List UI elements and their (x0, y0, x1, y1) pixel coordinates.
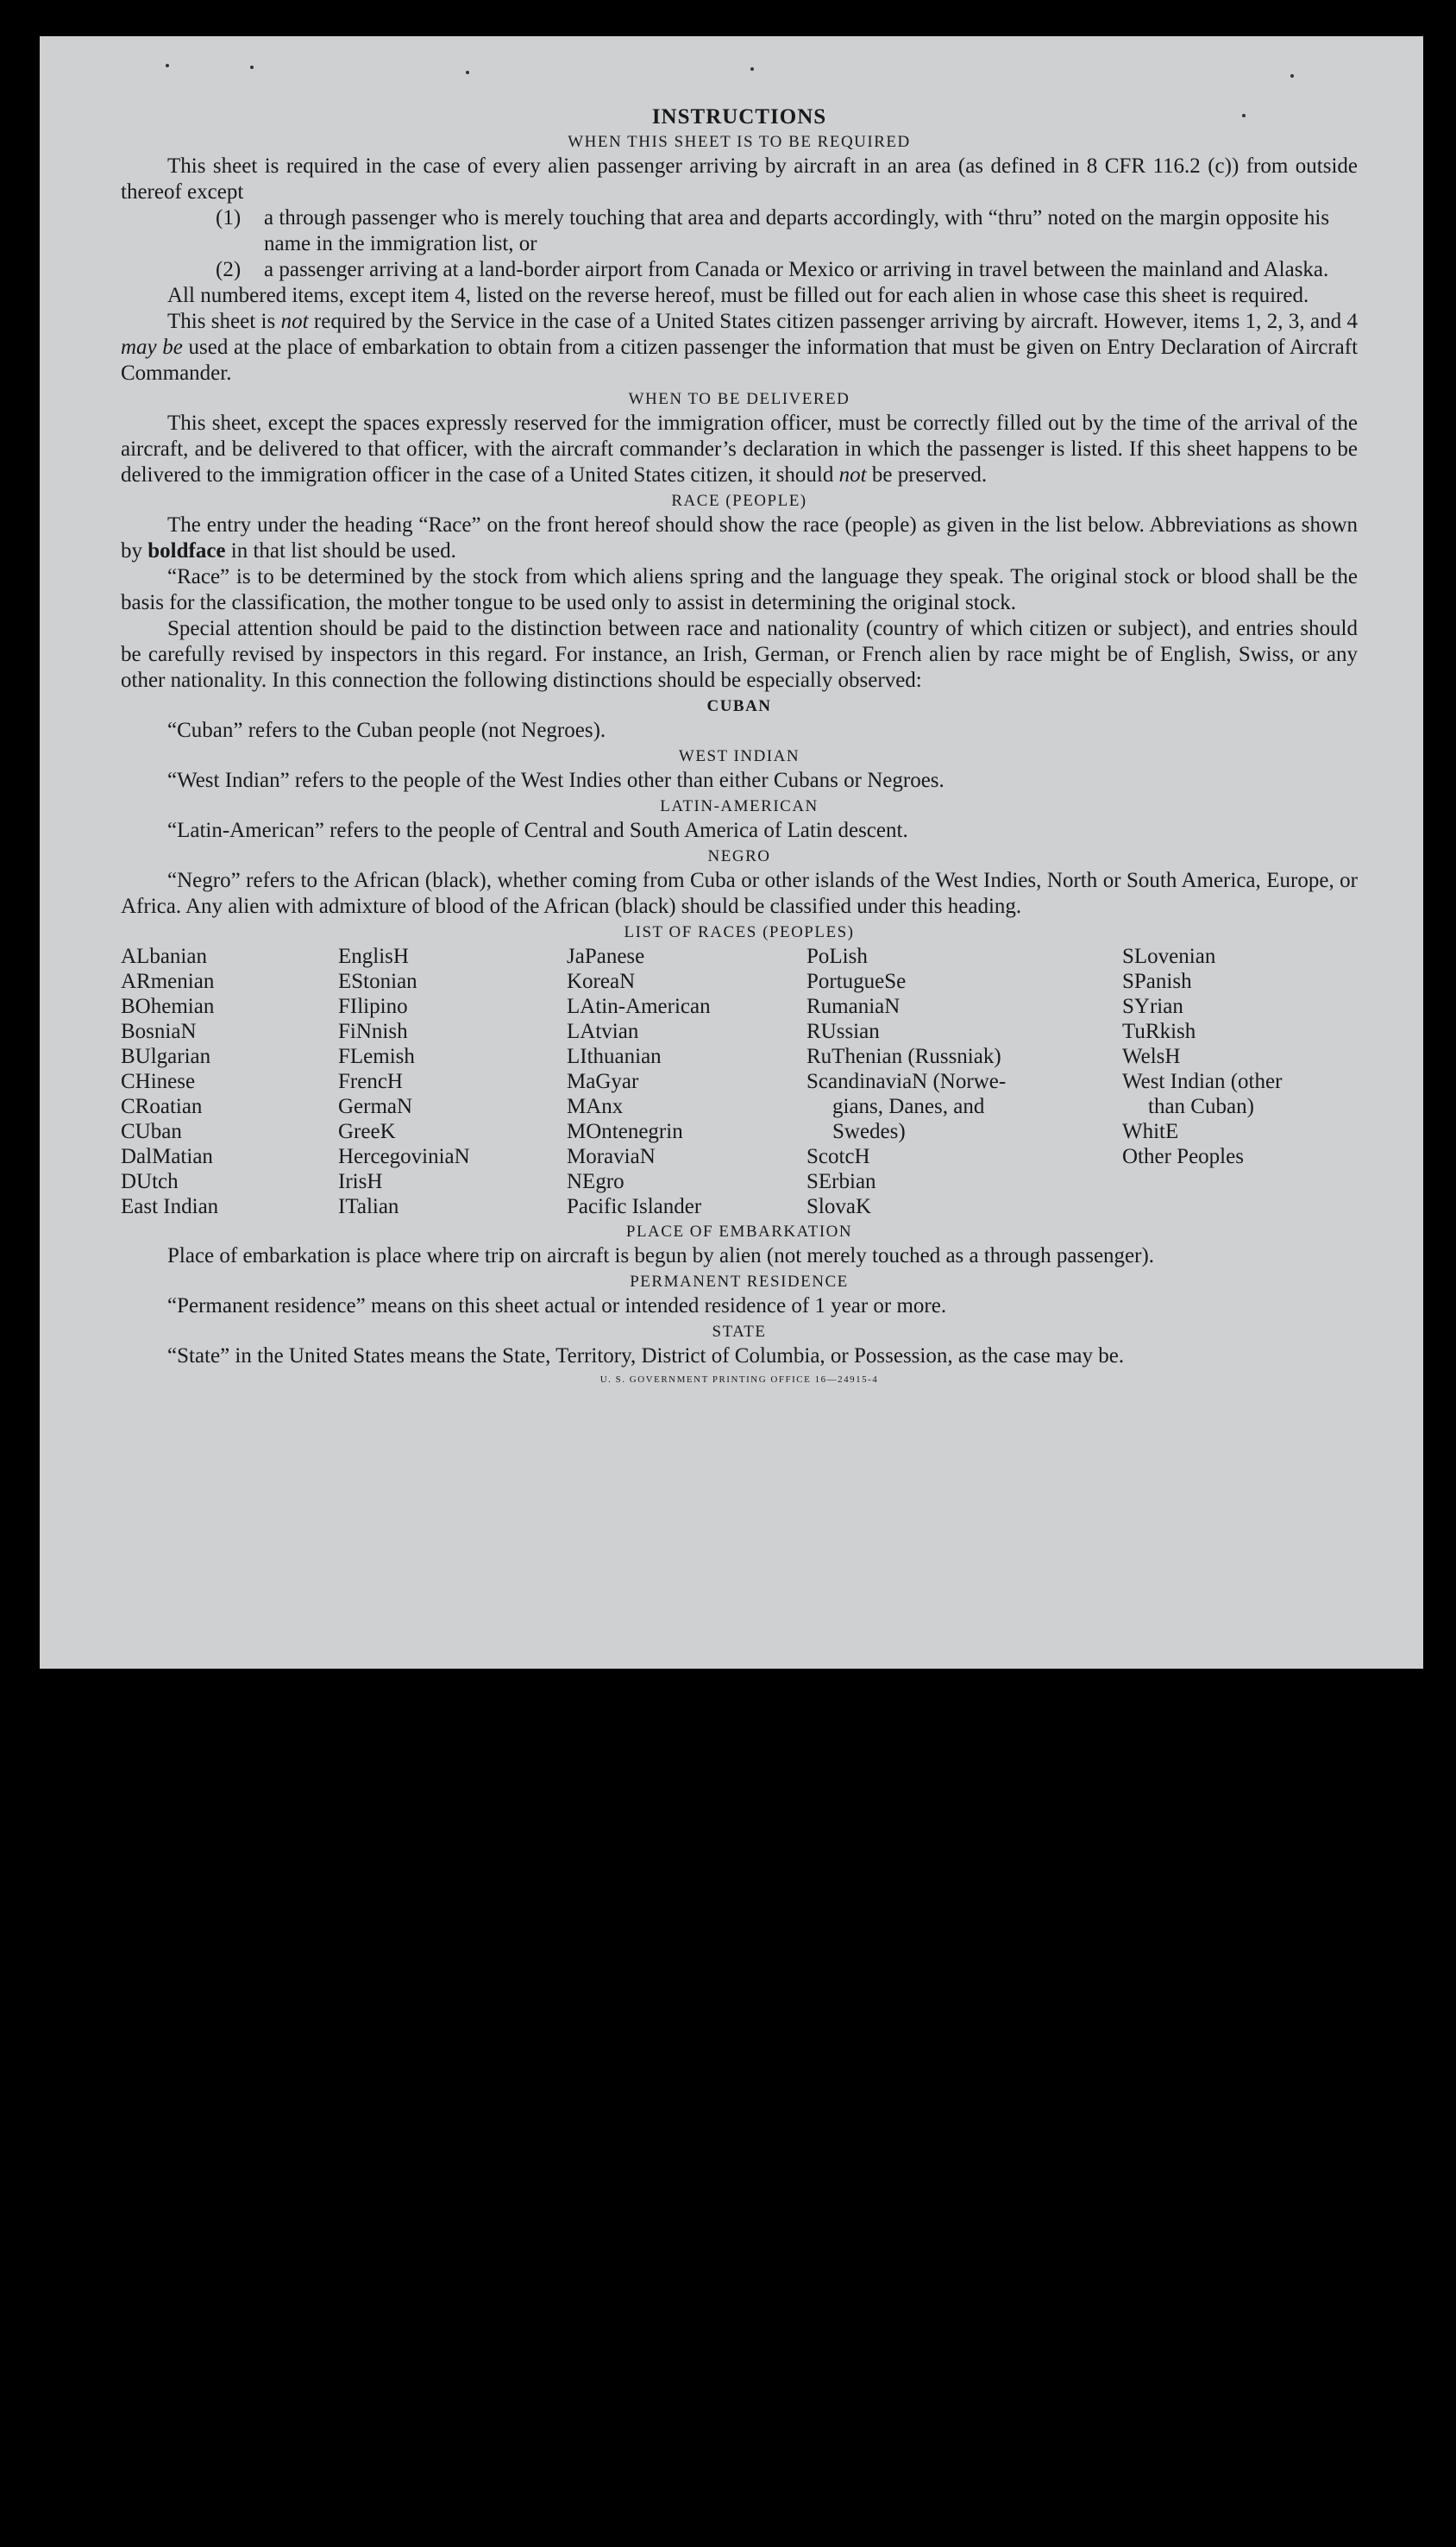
race-entry: KoreaN (567, 970, 636, 993)
race-entry: ScotcH (806, 1145, 870, 1168)
paragraph-permanent-residence: “Permanent residence” means on this sheet actual or intended residence of 1 year or more. (167, 1294, 947, 1318)
emphasis-not: not (838, 463, 867, 487)
paragraph-west-indian: “West Indian” refers to the people of the West Indies other than either Cubans or Negroes. (167, 769, 945, 792)
race-entry: FrencH (338, 1070, 403, 1093)
scan-speck (750, 67, 754, 71)
race-entry: ScandinaviaN (Norwe- (806, 1070, 1007, 1093)
race-entry: PoLish (806, 945, 868, 968)
heading-cuban: CUBAN (706, 697, 772, 715)
scan-speck (250, 66, 254, 69)
heading-permanent-residence: PERMANENT RESIDENCE (630, 1273, 849, 1291)
race-entry: Pacific Islander (567, 1195, 702, 1218)
paragraph-embarkation: Place of embarkation is place where trip on aircraft is begun by alien (not merely touched as a through passenger). (167, 1244, 1155, 1267)
race-entry: RuThenian (Russniak) (806, 1045, 1001, 1068)
race-entry: ITalian (338, 1195, 399, 1218)
item-number: (1) (216, 206, 242, 230)
race-column-3 (567, 944, 806, 1219)
race-entry: RUssian (806, 1020, 880, 1043)
race-entry: GreeK (338, 1120, 396, 1143)
heading-west-indian: WEST INDIAN (678, 747, 800, 765)
section-heading-delivered: WHEN TO BE DELIVERED (628, 390, 850, 408)
heading-list-of-races: LIST OF RACES (PEOPLES) (624, 923, 855, 941)
race-entry: BOhemian (121, 995, 215, 1018)
scan-speck (1242, 114, 1246, 117)
paragraph-cuban: “Cuban” refers to the Cuban people (not Negroes). (167, 719, 606, 742)
text-run: required by the Service in the case of a United States citizen passenger arriving by aircraft. However, items 1, 2, 3, and 4 (308, 310, 1358, 333)
text-run: This sheet, except the spaces expressly reserved for the immigration officer, must be correctly filled out by the time of the arrival of the aircraft, and be delivered to that officer, with the aircraft commander’s declaration in which the passenger is listed. If this sheet happens to be delivered to the immigration officer in the case of a United States citizen, it should (121, 412, 1358, 487)
race-entry: EnglisH (338, 945, 409, 968)
race-entry: LAtvian (567, 1020, 639, 1043)
race-entry: HercegoviniaN (338, 1145, 470, 1168)
boldface-word: boldface (147, 539, 226, 563)
race-entry: FiNnish (338, 1020, 408, 1043)
text-run: The entry under the heading “Race” on the front hereof should show the race (people) as given in the list below. Abbreviations as shown by (121, 513, 1358, 563)
race-entry: MOntenegrin (567, 1120, 683, 1143)
printer-imprint: U. S. GOVERNMENT PRINTING OFFICE 16—24915-4 (599, 1374, 879, 1385)
paragraph-citizen (121, 309, 1358, 387)
section-heading-race: RACE (PEOPLE) (671, 492, 807, 510)
race-entry: Other Peoples (1122, 1145, 1244, 1168)
heading-latin-american: LATIN-AMERICAN (660, 797, 819, 815)
race-entry: FIlipino (338, 995, 408, 1018)
race-entry: SErbian (806, 1170, 876, 1193)
scan-speck (466, 71, 469, 74)
race-entry: East Indian (121, 1195, 219, 1218)
instruction-sheet (40, 36, 1423, 1669)
section-heading-required: WHEN THIS SHEET IS TO BE REQUIRED (568, 133, 911, 151)
race-column-5 (1122, 944, 1358, 1219)
race-entry: West Indian (other (1122, 1070, 1283, 1093)
paragraph-race-nationality: Special attention should be paid to the distinction between race and nationality (country of which citizen or subject), and entries should be carefully revised by inspectors in this regard. For instance, an Irish, German, or French alien by race might be of English, Swiss, or any other nationality. In this connection the following distinctions should be especially observed: (121, 617, 1358, 692)
race-entry: Swedes) (832, 1120, 906, 1143)
race-entry: PortugueSe (806, 970, 907, 993)
race-entry: CRoatian (121, 1095, 203, 1118)
race-entry: DUtch (121, 1170, 179, 1193)
race-entry: than Cuban) (1148, 1095, 1254, 1118)
race-entry: WhitE (1122, 1120, 1179, 1143)
item-number: (2) (216, 258, 242, 281)
paragraph-numbered-items: All numbered items, except item 4, listed on the reverse hereof, must be filled out for each alien in whose case this sheet is required. (167, 284, 1309, 307)
paragraph-race-stock: “Race” is to be determined by the stock from which aliens spring and the language they speak. The original stock or blood shall be the basis for the classification, the mother tongue to be used only to assist in determining the original stock. (121, 565, 1358, 614)
race-entry: TuRkish (1122, 1020, 1196, 1043)
race-entry: BosniaN (121, 1020, 197, 1043)
race-entry: FLemish (338, 1045, 415, 1068)
text-run: This sheet is (167, 310, 281, 333)
race-entry: MAnx (567, 1095, 624, 1118)
race-entry: SLovenian (1122, 945, 1216, 968)
race-column-1 (121, 944, 338, 1219)
race-entry: CUban (121, 1120, 182, 1143)
race-entry: BUlgarian (121, 1045, 211, 1068)
race-entry: CHinese (121, 1070, 196, 1093)
race-entry: ARmenian (121, 970, 215, 993)
paragraph-required-intro: This sheet is required in the case of every alien passenger arriving by aircraft in an area (as defined in 8 CFR 116.2 (c)) from outside thereof except (121, 154, 1358, 204)
race-entry: RumaniaN (806, 995, 901, 1018)
list-item (216, 205, 1358, 257)
paragraph-race-entry (121, 513, 1358, 564)
race-entry: IrisH (338, 1170, 383, 1193)
race-entry: MaGyar (567, 1070, 639, 1093)
race-entry: EStonian (338, 970, 417, 993)
heading-embarkation: PLACE OF EMBARKATION (625, 1223, 853, 1241)
race-entry: WelsH (1122, 1045, 1181, 1068)
race-entry: SPanish (1122, 970, 1192, 993)
text-run: be preserved. (866, 463, 988, 487)
race-column-4 (806, 944, 1122, 1219)
race-entry: ALbanian (121, 945, 207, 968)
scan-speck (166, 64, 169, 67)
paragraph-negro: “Negro” refers to the African (black), whether coming from Cuba or other islands of the West Indies, North or South America, Europe, or Africa. Any alien with admixture of blood of the African (black) should be classified under this heading. (121, 869, 1358, 918)
text-run: in that list should be used. (225, 539, 456, 563)
emphasis-not: not (280, 310, 309, 333)
page-title: INSTRUCTIONS (651, 105, 827, 129)
race-entry: DalMatian (121, 1145, 213, 1168)
race-entry: gians, Danes, and (832, 1095, 985, 1118)
item-text: a passenger arriving at a land-border airport from Canada or Mexico or arriving in travel between the mainland and Alaska. (264, 258, 1329, 281)
paragraph-latin-american: “Latin-American” refers to the people of Central and South America of Latin descent. (167, 819, 908, 842)
list-item (216, 257, 1358, 283)
text-run: used at the place of embarkation to obtain from a citizen passenger the information that must be given on Entry Declaration of Aircraft Commander. (121, 336, 1359, 385)
item-text: a through passenger who is merely touching that area and departs accordingly, with “thru” noted on the margin opposite his name in the immigration list, or (264, 206, 1330, 255)
race-entry: SlovaK (806, 1195, 871, 1218)
heading-negro: NEGRO (707, 847, 771, 865)
paragraph-delivered (121, 411, 1358, 488)
race-column-2 (338, 944, 567, 1219)
heading-state: STATE (712, 1323, 767, 1341)
race-list (121, 944, 1358, 1219)
paragraph-state: “State” in the United States means the State, Territory, District of Columbia, or Possession, as the case may be. (167, 1344, 1125, 1368)
emphasis-may-be: may be (121, 336, 183, 359)
race-entry: LAtin-American (567, 995, 711, 1018)
race-entry: GermaN (338, 1095, 413, 1118)
race-entry: SYrian (1122, 995, 1183, 1018)
race-entry: NEgro (567, 1170, 624, 1193)
race-entry: MoraviaN (567, 1145, 656, 1168)
race-entry: LIthuanian (567, 1045, 662, 1068)
scan-speck (1290, 74, 1294, 78)
race-entry: JaPanese (567, 945, 645, 968)
